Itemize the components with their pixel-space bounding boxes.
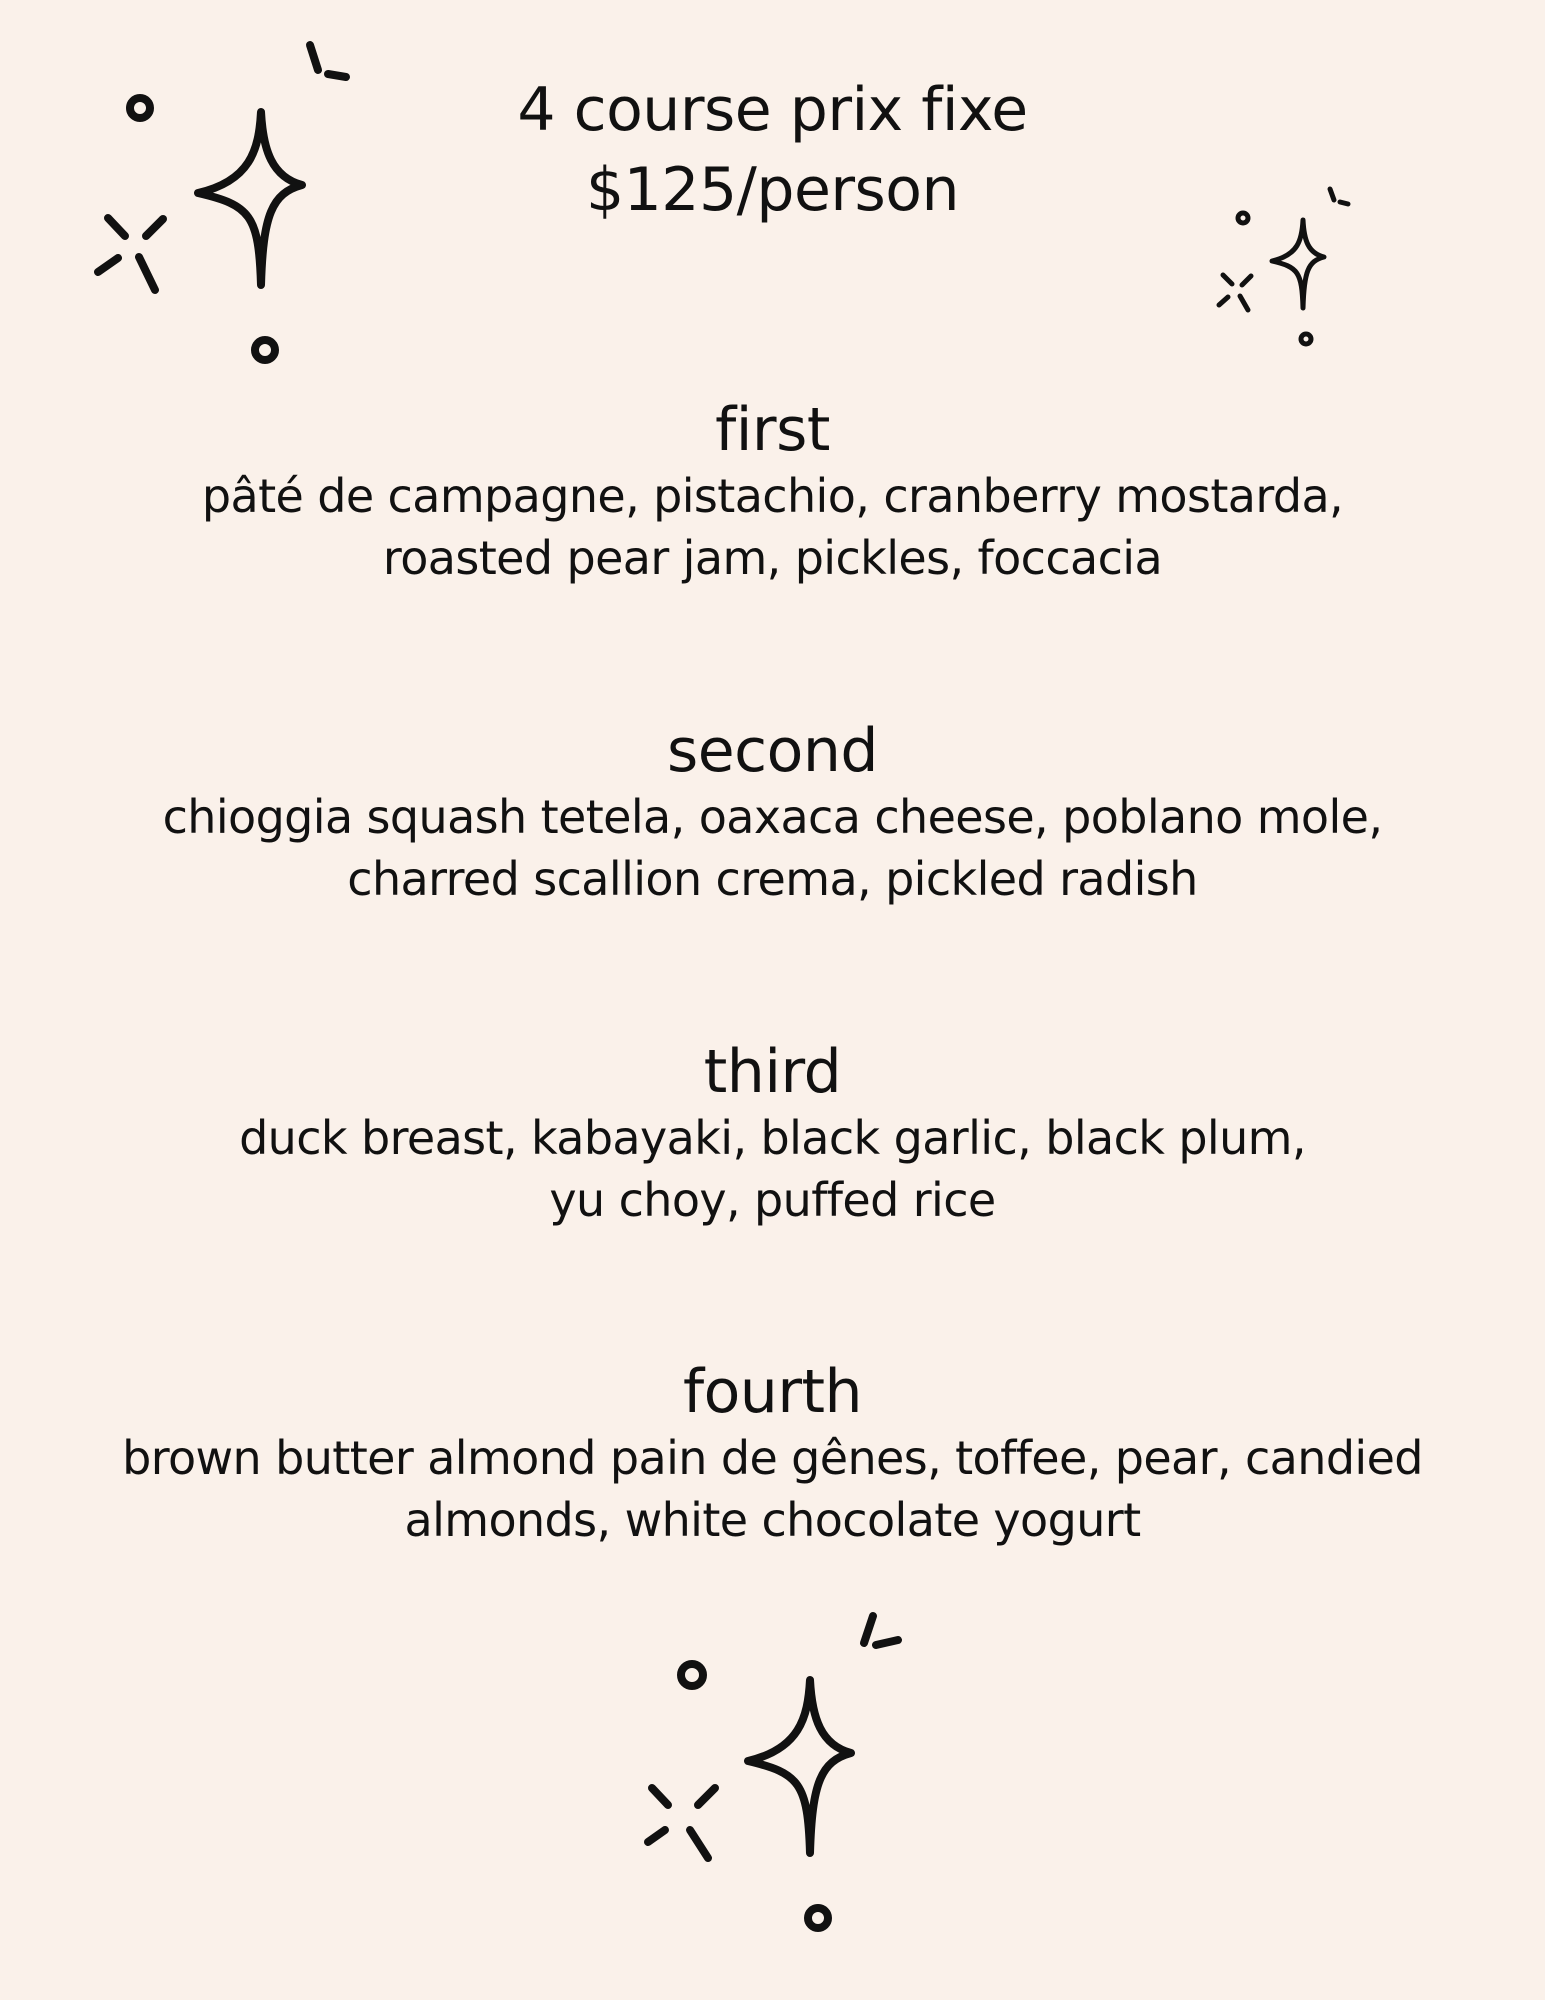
course-first: [0, 395, 1545, 589]
course-title: second: [667, 716, 878, 786]
course-title: fourth: [682, 1357, 863, 1427]
course-description-line: charred scallion crema, pickled radish: [347, 852, 1198, 906]
course-second: [0, 716, 1545, 910]
course-description-line: roasted pear jam, pickles, foccacia: [382, 531, 1163, 585]
course-description-line: chioggia squash tetela, oaxaca cheese, poblano mole,: [162, 790, 1383, 844]
course-third: [0, 1037, 1545, 1231]
menu-header: [0, 70, 1545, 230]
course-title: third: [703, 1037, 842, 1107]
course-description-line: almonds, white chocolate yogurt: [404, 1493, 1141, 1547]
course-description-line: yu choy, puffed rice: [549, 1173, 996, 1227]
course-description-line: pâté de campagne, pistachio, cranberry mostarda,: [201, 469, 1344, 523]
course-description-line: duck breast, kabayaki, black garlic, black plum,: [239, 1111, 1306, 1165]
course-fourth: [0, 1357, 1545, 1551]
menu-price: $125/person: [585, 155, 960, 225]
course-description-line: brown butter almond pain de gênes, toffee, pear, candied: [122, 1431, 1423, 1485]
menu-title: 4 course prix fixe: [517, 75, 1028, 145]
course-title: first: [715, 395, 830, 465]
sparkle-icon: [635, 1605, 915, 1935]
